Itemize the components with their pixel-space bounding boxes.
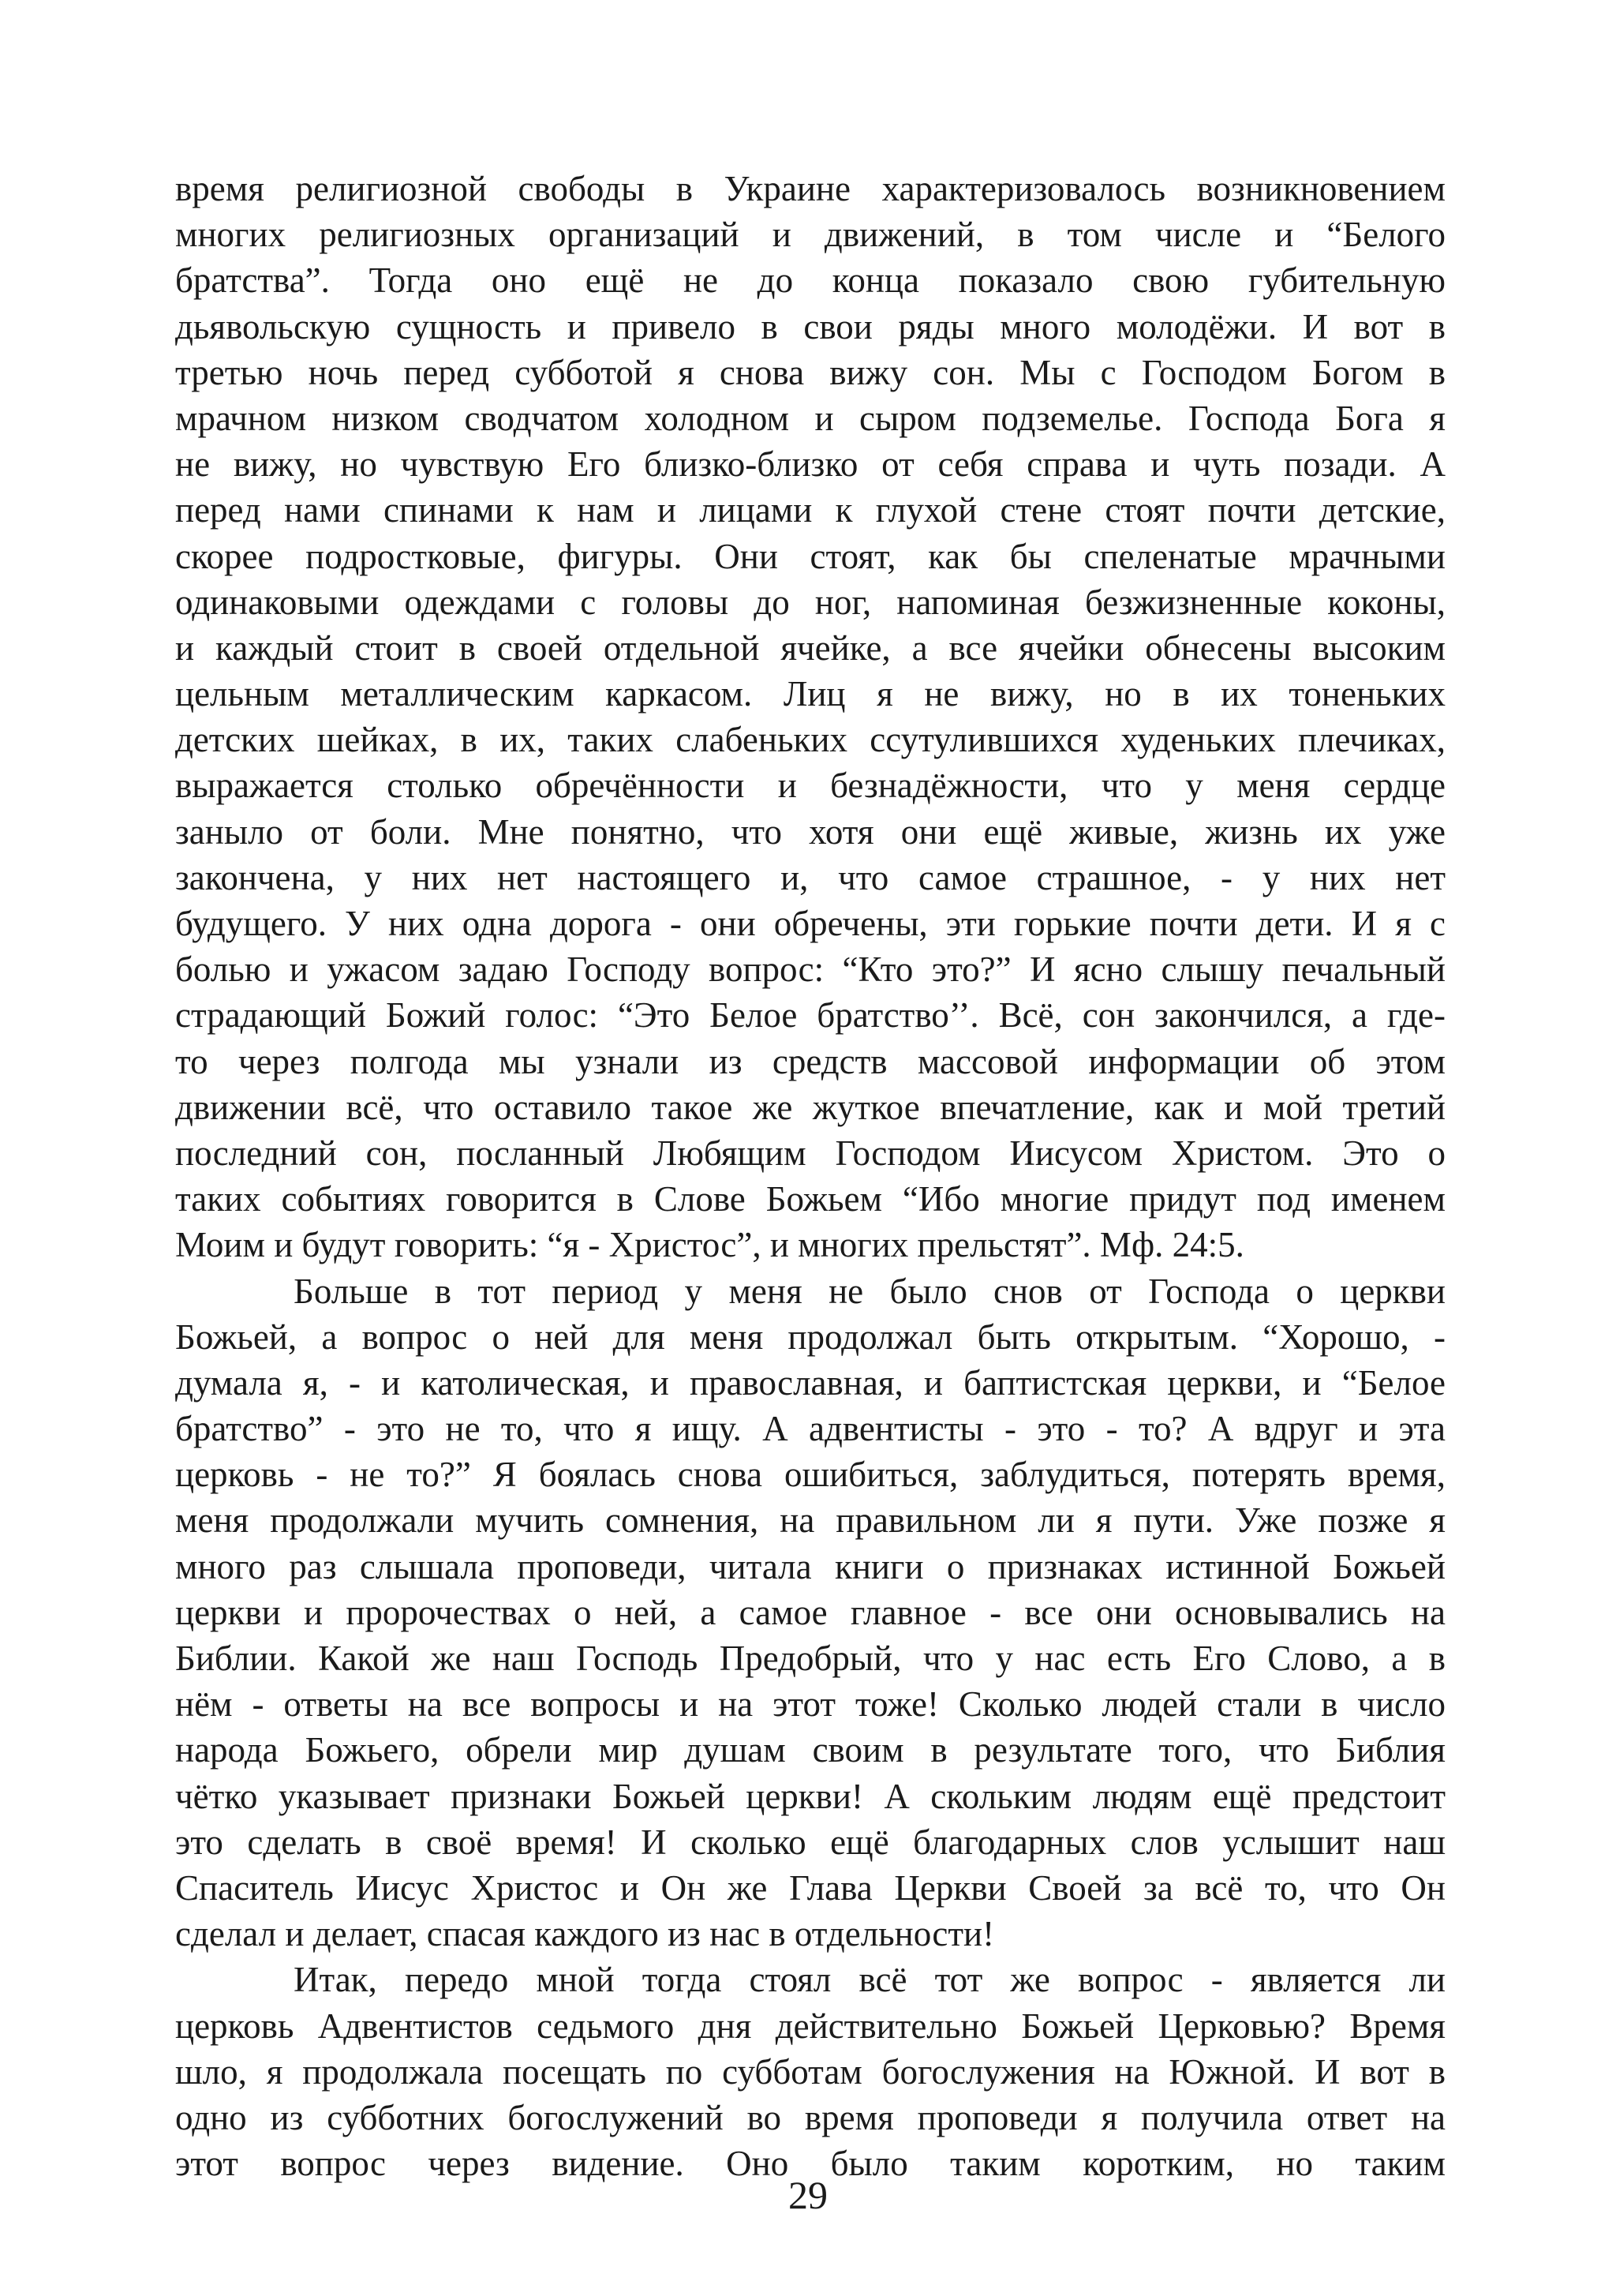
text-line: дьявольскую сущность и привело в свои ряды много молодёжи. И вот в	[175, 306, 1446, 346]
text-line: цельным металлическим каркасом. Лиц я не вижу, но в их тоненьких	[175, 674, 1446, 714]
text-line: Больше в тот период у меня не было снов от Господа о церкви	[294, 1271, 1446, 1311]
text-line: Итак, передо мной тогда стоял всё тот же вопрос - является ли	[294, 1960, 1446, 2000]
text-line: народа Божьего, обрели мир душам своим в результате того, что Библия	[175, 1730, 1446, 1770]
text-line: мрачном низком сводчатом холодном и сыром подземелье. Господа Бога я	[175, 398, 1446, 438]
text-line: последний сон, посланный Любящим Господом Иисусом Христом. Это о	[175, 1133, 1446, 1173]
text-line: Божьей, а вопрос о ней для меня продолжал быть открытым. “Хорошо, -	[175, 1317, 1446, 1357]
text-line: церкви и пророчествах о ней, а самое главное - все они основывались на	[175, 1592, 1446, 1632]
text-line: братство” - это не то, что я ищу. А адвентисты - это - то? А вдруг и эта	[175, 1409, 1446, 1449]
text-line: выражается столько обречённости и безнадёжности, что у меня сердце	[175, 766, 1446, 806]
text-line: много раз слышала проповеди, читала книги о признаках истинной Божьей	[175, 1546, 1446, 1586]
text-line: чётко указывает признаки Божьей церкви! А скольким людям ещё предстоит	[175, 1776, 1446, 1816]
text-line: третью ночь перед субботой я снова вижу сон. Мы с Господом Богом в	[175, 352, 1446, 392]
text-line: одинаковыми одеждами с головы до ног, напоминая безжизненные коконы,	[175, 582, 1446, 622]
text-line: церковь Адвентистов седьмого дня действительно Божьей Церковью? Время	[175, 2006, 1446, 2046]
text-line: этот вопрос через видение. Оно было таким коротким, но таким	[175, 2144, 1446, 2184]
text-line: движении всё, что оставило такое же жуткое впечатление, как и мой третий	[175, 1087, 1446, 1127]
text-line: меня продолжали мучить сомнения, на правильном ли я пути. Уже позже я	[175, 1500, 1446, 1541]
text-line: Библии. Какой же наш Господь Предобрый, что у нас есть Его Слово, а в	[175, 1639, 1446, 1678]
text-line: Моим и будут говорить: “я - Христос”, и многих прельстят”. Мф. 24:5.	[175, 1225, 1244, 1265]
text-line: многих религиозных организаций и движений, в том числе и “Белого	[175, 215, 1446, 255]
text-line: братства”. Тогда оно ещё не до конца показало свою губительную	[175, 260, 1446, 301]
text-line: шло, я продолжала посещать по субботам богослужения на Южной. И вот в	[175, 2051, 1446, 2092]
text-line: думала я, - и католическая, и православная, и баптистская церкви, и “Белое	[175, 1362, 1446, 1403]
text-line: детских шейках, в их, таких слабеньких ссутулившихся худеньких плечиках,	[175, 720, 1446, 760]
text-line: церковь - не то?” Я боялась снова ошибиться, заблудиться, потерять время,	[175, 1455, 1446, 1495]
text-line: перед нами спинами к нам и лицами к глухой стене стоят почти детские,	[175, 490, 1446, 530]
text-line: таких событиях говорится в Слове Божьем “Ибо многие придут под именем	[175, 1179, 1446, 1219]
text-line: будущего. У них одна дорога - они обречены, эти горькие почти дети. И я с	[175, 904, 1446, 943]
text-line: время религиозной свободы в Украине характеризовалось возникновением	[175, 169, 1446, 208]
text-line: не вижу, но чувствую Его близко-близко от себя справа и чуть позади. А	[175, 444, 1446, 485]
text-line: заныло от боли. Мне понятно, что хотя они ещё живые, жизнь их уже	[175, 811, 1446, 852]
text-line: болью и ужасом задаю Господу вопрос: “Кто это?” И ясно слышу печальный	[175, 949, 1446, 990]
text-line: и каждый стоит в своей отдельной ячейке, а все ячейки обнесены высоким	[175, 627, 1446, 668]
text-line: то через полгода мы узнали из средств массовой информации об этом	[175, 1041, 1446, 1081]
text-line: закончена, у них нет настоящего и, что самое страшное, - у них нет	[175, 857, 1446, 897]
text-line: нём - ответы на все вопросы и на этот тоже! Сколько людей стали в число	[175, 1684, 1446, 1725]
text-line: скорее подростковые, фигуры. Они стоят, как бы спеленатые мрачными	[175, 536, 1446, 576]
text-line: страдающий Божий голос: “Это Белое братство’’. Всё, сон закончился, а где-	[175, 995, 1446, 1036]
text-line: это сделать в своё время! И сколько ещё благодарных слов услышит наш	[175, 1822, 1446, 1862]
page-number: 29	[788, 2173, 828, 2217]
text-line: одно из субботних богослужений во время проповеди я получила ответ на	[175, 2097, 1446, 2137]
text-line: Спаситель Иисус Христос и Он же Глава Церкви Своей за всё то, что Он	[175, 1867, 1446, 1908]
text-line: сделал и делает, спасая каждого из нас в отдельности!	[175, 1914, 995, 1954]
body-text	[175, 166, 1446, 2186]
